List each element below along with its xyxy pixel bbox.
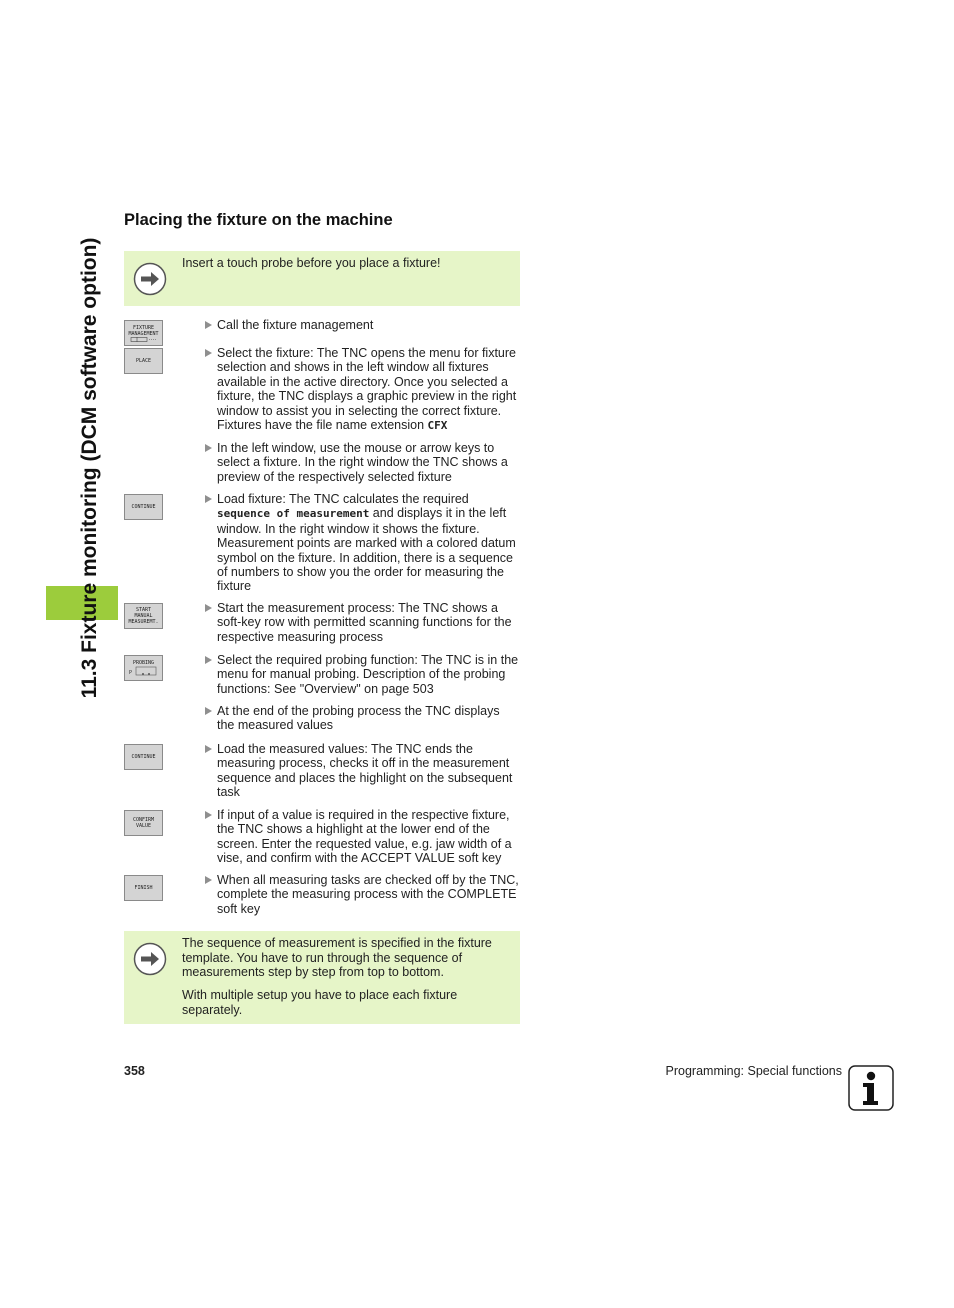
chapter-side-title-text: 11.3 Fixture monitoring (DCM software option): [78, 237, 101, 699]
softkey-finish[interactable]: [124, 875, 163, 901]
step-arrow-icon: [205, 321, 212, 329]
softkey-label: MANAGEMENT: [128, 330, 159, 337]
softkey-probing[interactable]: [124, 655, 163, 681]
softkey-label: FINISH: [134, 885, 153, 891]
svg-text:P: P: [128, 670, 132, 676]
softkey-confirm-value[interactable]: [124, 810, 163, 836]
step-text: Load fixture: The TNC calculates the required: [217, 492, 469, 506]
footer-section-title: Programming: Special functions: [665, 1064, 842, 1078]
step-arrow-icon: [205, 656, 212, 664]
section-heading: Placing the fixture on the machine: [124, 211, 393, 229]
sequence-code: sequence of measurement: [217, 507, 370, 521]
step-item: [205, 601, 520, 644]
softkey-label: VALUE: [135, 823, 152, 829]
softkey-label: FIXTURE: [132, 324, 155, 331]
softkey-start-manual-measurement[interactable]: [124, 603, 163, 629]
softkey-label: PROBING: [132, 660, 155, 666]
step-text: Load the measured values: The TNC ends the measuring process, checks it off in the measurement sequence and places the highlight on the subsequent task: [217, 742, 513, 800]
softkey-label: MEASUREMT.: [128, 619, 159, 625]
step-text: Select the fixture: The TNC opens the menu for fixture selection and shows in the left window all fixtures available in the active directory. Once you selected a fixture, the TNC displays a graphic preview in the right window to assist you in selecting the correct fixture. Fixtures have the file name extension: [217, 346, 517, 433]
step-item: [205, 808, 520, 866]
softkey-label: MANUAL: [134, 613, 153, 619]
softkey-place[interactable]: [124, 348, 163, 374]
softkey-label: CONFIRM: [132, 817, 155, 823]
softkey-continue-2[interactable]: [124, 744, 163, 770]
note-box-bottom: [124, 931, 520, 1024]
step-arrow-icon: [205, 604, 212, 612]
step-text: When all measuring tasks are checked off by the TNC, complete the measuring process with the COMPLETE soft key: [217, 873, 519, 916]
step-item: [205, 492, 520, 594]
step-arrow-icon: [205, 811, 212, 819]
step-item: [205, 441, 520, 484]
softkey-label: PLACE: [135, 358, 152, 364]
step-arrow-icon: [205, 444, 212, 452]
note-box-top: [124, 251, 520, 306]
arrow-right-circle-icon: [133, 942, 167, 976]
softkey-label: CONTINUE: [131, 754, 156, 760]
step-item: [205, 742, 520, 800]
step-text: Start the measurement process: The TNC shows a soft-key row with permitted scanning functions for the respective measuring process: [217, 601, 512, 644]
step-item: [205, 346, 520, 433]
softkey-continue[interactable]: [124, 494, 163, 520]
softkey-label: CONTINUE: [131, 504, 156, 510]
step-text: Select the required probing function: The TNC is in the menu for manual probing. Description of the probing functions: See "Overview" on page 503: [217, 653, 519, 696]
step-arrow-icon: [205, 745, 212, 753]
info-icon: [848, 1065, 894, 1111]
note-bottom-text-1: The sequence of measurement is specified in the fixture template. You have to run through the sequence of measurements step by step from top to bottom.: [182, 936, 492, 979]
fixture-graphic-icon: [129, 337, 159, 342]
step-item: [205, 653, 520, 696]
step-text: In the left window, use the mouse or arrow keys to select a fixture. In the right window the TNC shows a preview of the respectively selected fixture: [217, 441, 508, 484]
step-arrow-icon: [205, 876, 212, 884]
step-arrow-icon: [205, 707, 212, 715]
arrow-right-circle-icon: [133, 262, 167, 296]
step-text: Call the fixture management: [217, 318, 374, 332]
step-arrow-icon: [205, 495, 212, 503]
probing-graphic-icon: [129, 666, 159, 676]
softkey-fixture-management[interactable]: [124, 320, 163, 346]
step-text: At the end of the probing process the TNC displays the measured values: [217, 704, 500, 733]
step-item: [205, 873, 520, 916]
step-arrow-icon: [205, 349, 212, 357]
step-item: [205, 704, 520, 733]
step-text: If input of a value is required in the respective fixture, the TNC shows a highlight at the lower end of the screen. Enter the requested value, e.g. jaw width of a vise, and confirm with the ACCEPT VALUE soft key: [217, 808, 512, 866]
note-bottom-text-2: With multiple setup you have to place each fixture separately.: [182, 988, 458, 1017]
step-item: [205, 318, 520, 332]
file-extension-code: CFX: [427, 419, 448, 433]
note-top-text: Insert a touch probe before you place a fixture!: [182, 256, 441, 270]
step-text: and displays it in the left window. In the right window it shows the fixture. Measurement points are marked with a colored datum symbol on the fixture. In addition, there is a sequence of numbers to show you the order for measuring the fixture: [217, 506, 516, 594]
softkey-label: START: [135, 607, 152, 613]
page-number: 358: [124, 1064, 145, 1078]
